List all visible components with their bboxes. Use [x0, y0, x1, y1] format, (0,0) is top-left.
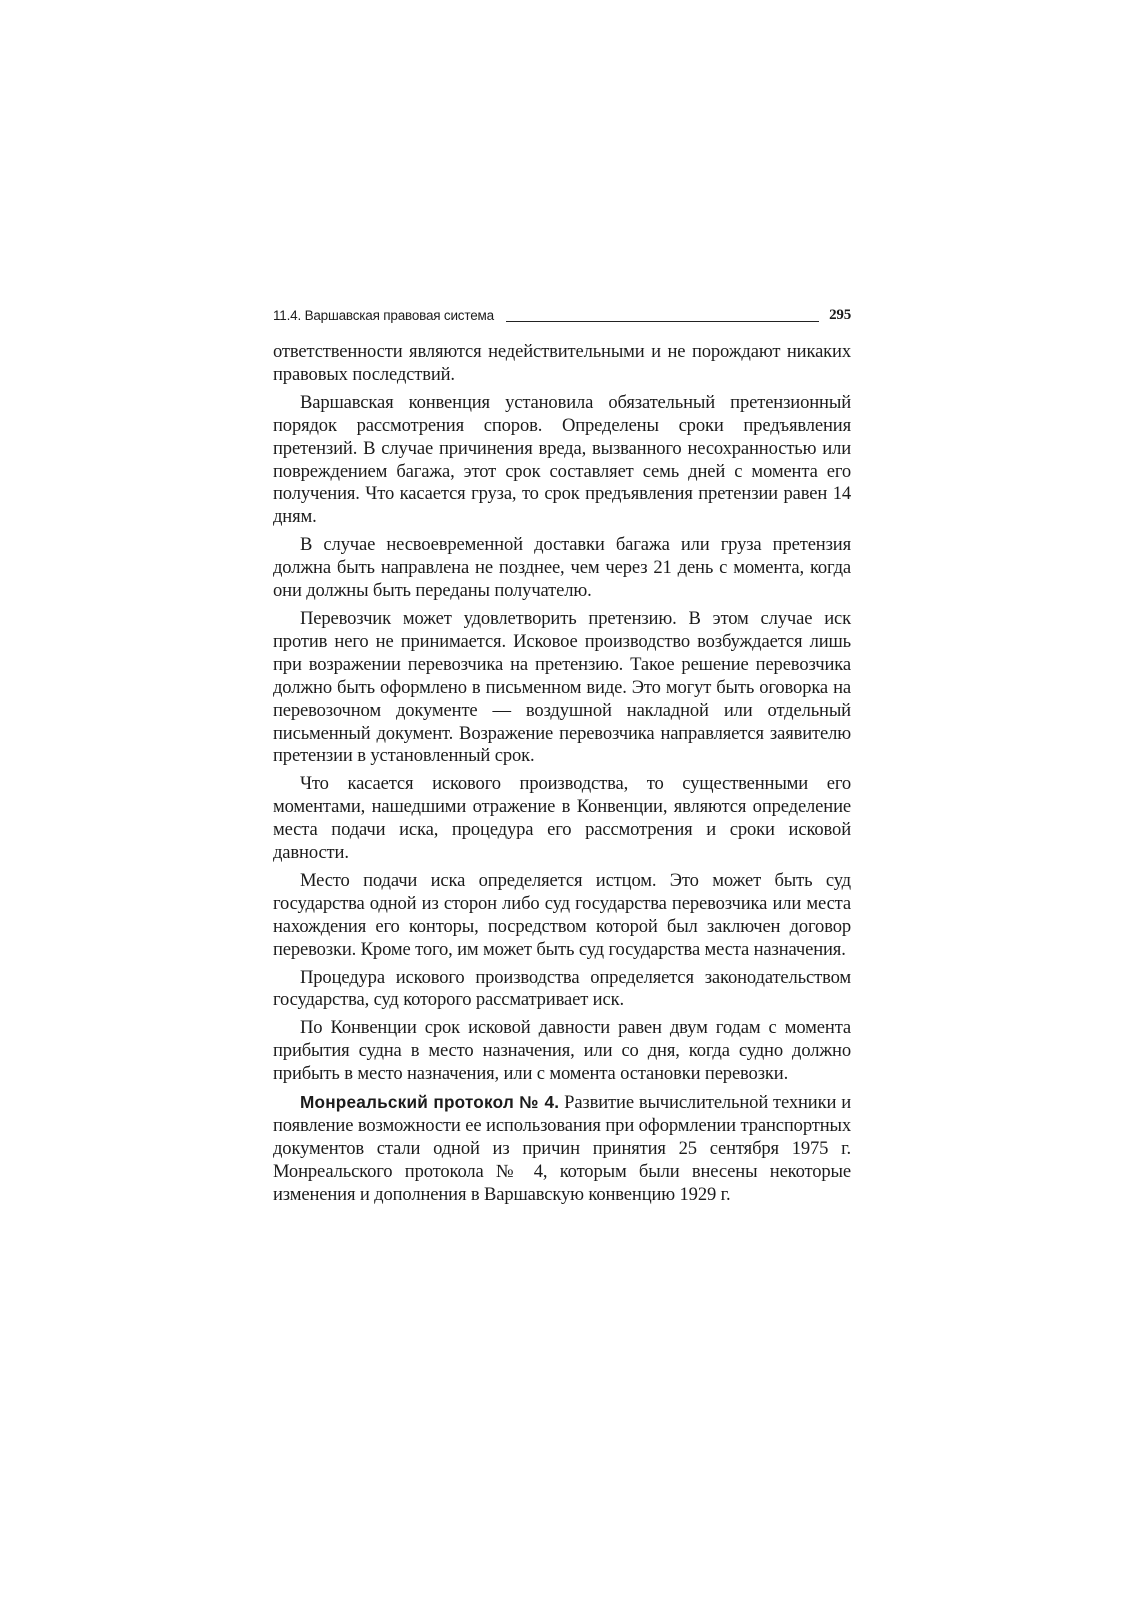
paragraph-limitation-period: По Конвенции срок исковой давности равен двум годам с момента прибытия судна в место назначения, или со дня, когда судно должно прибыть в место назначения, или с момента остановки перевозки.: [273, 1017, 851, 1085]
paragraph-litigation: Что касается искового производства, то существенными его моментами, нашедшими отражение в Конвенции, являются определение места подачи иска, процедура его рассмотрения и сроки исковой давности.: [273, 773, 851, 864]
paragraph-late-delivery: В случае несвоевременной доставки багажа или груза претензия должна быть направлена не позднее, чем через 21 день с момента, когда они должны быть переданы получателю.: [273, 534, 851, 602]
section-heading-montreal-protocol: Монреальский протокол № 4.: [300, 1092, 560, 1113]
body-text: [273, 341, 851, 1207]
running-head-title: 11.4. Варшавская правовая система: [273, 308, 494, 323]
book-page: [273, 303, 851, 1207]
paragraph-place-of-claim: Место подачи иска определяется истцом. Это может быть суд государства одной из сторон либо суд государства перевозчика или места нахождения его конторы, посредством которой был заключен договор перевозки. Кроме того, им может быть суд государства места назначения.: [273, 869, 851, 960]
running-head-rule: [506, 321, 819, 322]
montreal-protocol-text: Развитие вычислительной техники и появление возможности ее использования при оформлении транспортных документов стали одной из причин принятия 25 сентября 1975 г. Монреальского протокола № 4, которым были внесены некоторые изменения и дополнения в Варшавскую конвенцию 1929 г.: [273, 1092, 851, 1205]
paragraph-procedure: Процедура искового производства определяется законодательством государства, суд которого рассматривает иск.: [273, 966, 851, 1011]
page-number: 295: [829, 307, 851, 323]
paragraph-carrier-objection: Перевозчик может удовлетворить претензию. В этом случае иск против него не принимается. Исковое производство возбуждается лишь при возражении перевозчика на претензию. Такое решение перевозчика должно быть оформлено в письменном виде. Это могут быть оговорка на перевозочном документе — воздушной накладной или отдельный письменный документ. Возражение перевозчика направляется заявителю претензии в установленный срок.: [273, 607, 851, 767]
paragraph-claims-procedure: Варшавская конвенция установила обязательный претензионный порядок рассмотрения споров. Определены сроки предъявления претензий. В случае причинения вреда, вызванного несохранностью или повреждением багажа, этот срок составляет семь дней с момента его получения. Что касается груза, то срок предъявления претензии равен 14 дням.: [273, 391, 851, 528]
paragraph-montreal-protocol: [273, 1091, 851, 1207]
paragraph-continuation: ответственности являются недействительными и не порождают никаких правовых последствий.: [273, 341, 851, 385]
running-head: [273, 303, 851, 325]
